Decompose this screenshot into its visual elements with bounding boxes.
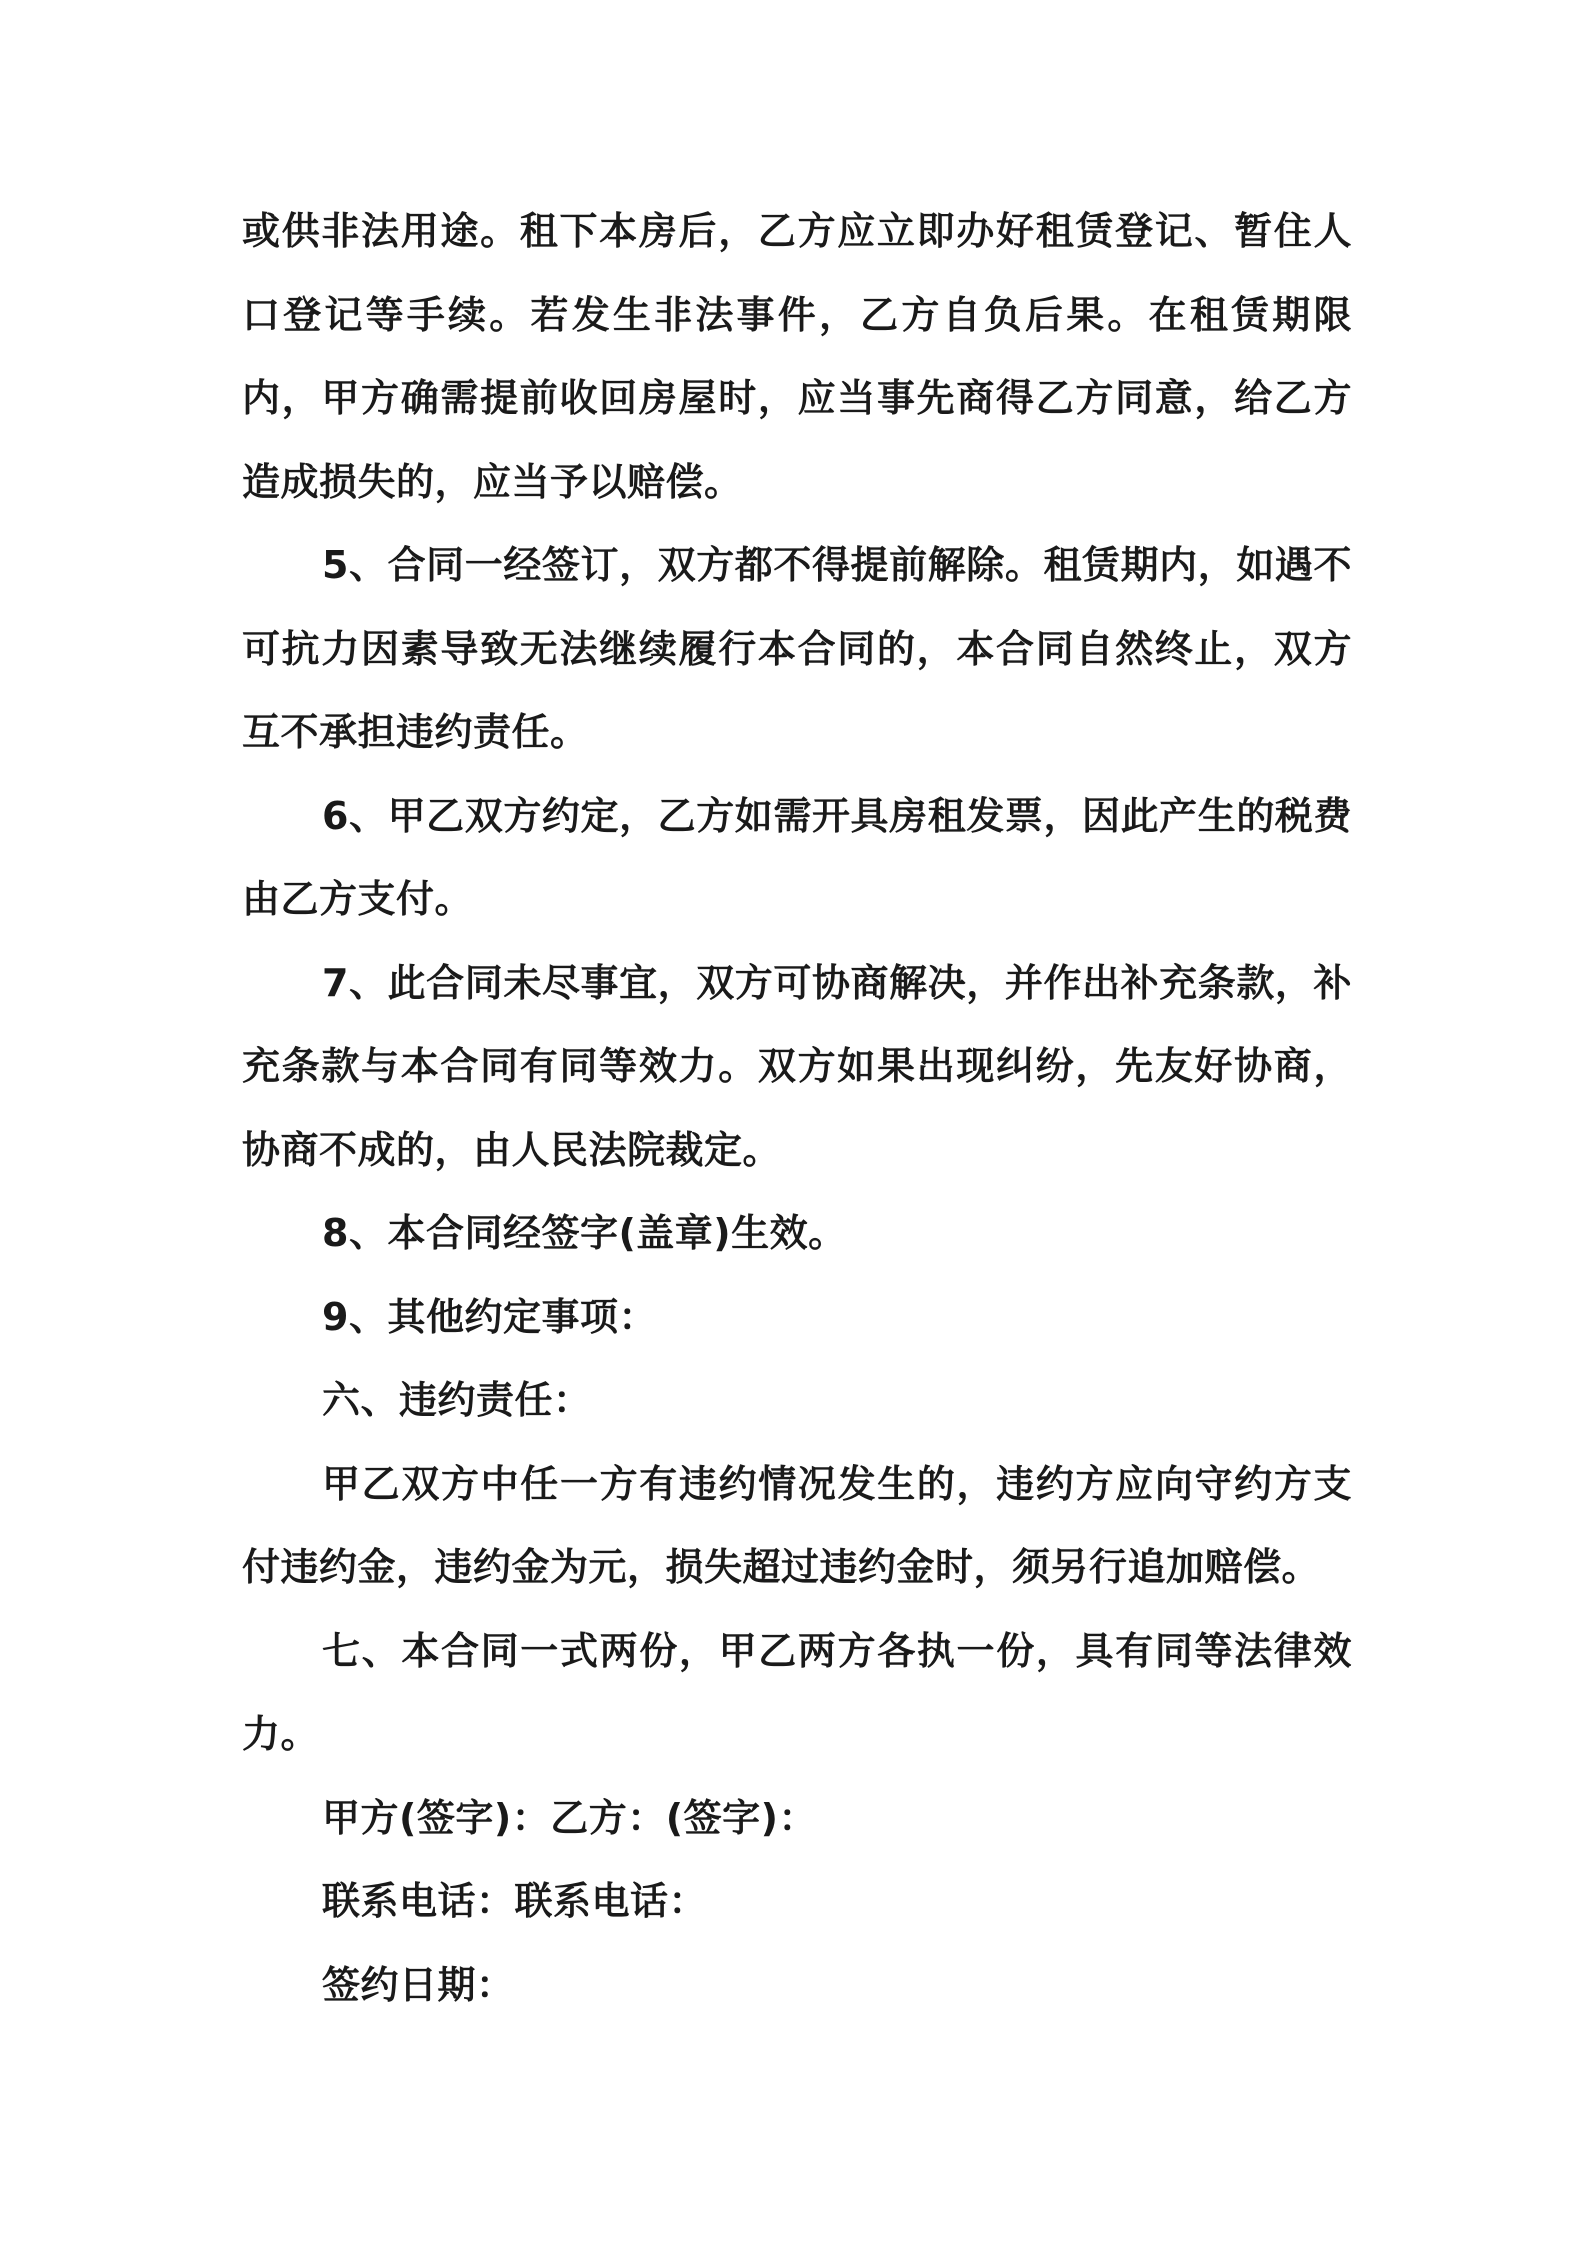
signature-line: 甲方(签字)：乙方：(签字)： (322, 1795, 817, 1840)
document-page (242, 190, 1352, 2027)
signing-date-line: 签约日期： (322, 1962, 515, 2007)
clause-7: 7、此合同未尽事宜，双方可协商解决，并作出补充条款，补充条款与本合同有同等效力。双方如果出现纠纷，先友好协商，协商不成的，由人民法院裁定。 (242, 960, 1352, 1172)
clause-5: 5、合同一经签订，双方都不得提前解除。租赁期内，如遇不可抗力因素导致无法继续履行本合同的，本合同自然终止，双方互不承担违约责任。 (242, 543, 1352, 754)
contact-phone-line: 联系电话：联系电话： (322, 1879, 708, 1923)
clause-6: 6、甲乙双方约定，乙方如需开具房租发票，因此产生的税费由乙方支付。 (242, 793, 1352, 921)
section-seven: 七、本合同一式两份，甲乙两方各执一份，具有同等法律效力。 (242, 1628, 1352, 1756)
paragraph-continuation: 或供非法用途。租下本房后，乙方应立即办好租赁登记、暂住人口登记等手续。若发生非法事件，乙方自负后果。在租赁期限内，甲方确需提前收回房屋时，应当事先商得乙方同意，给乙方造成损失的，应当予以赔偿。 (242, 209, 1352, 504)
clause-8: 8、本合同经签字(盖章)生效。 (322, 1211, 847, 1255)
clause-9: 9、其他约定事项： (322, 1294, 657, 1339)
breach-liability-text: 甲乙双方中任一方有违约情况发生的，违约方应向守约方支付违约金，违约金为元，损失超过违约金时，须另行追加赔偿。 (242, 1461, 1352, 1589)
section-six-heading: 六、违约责任： (322, 1378, 592, 1422)
